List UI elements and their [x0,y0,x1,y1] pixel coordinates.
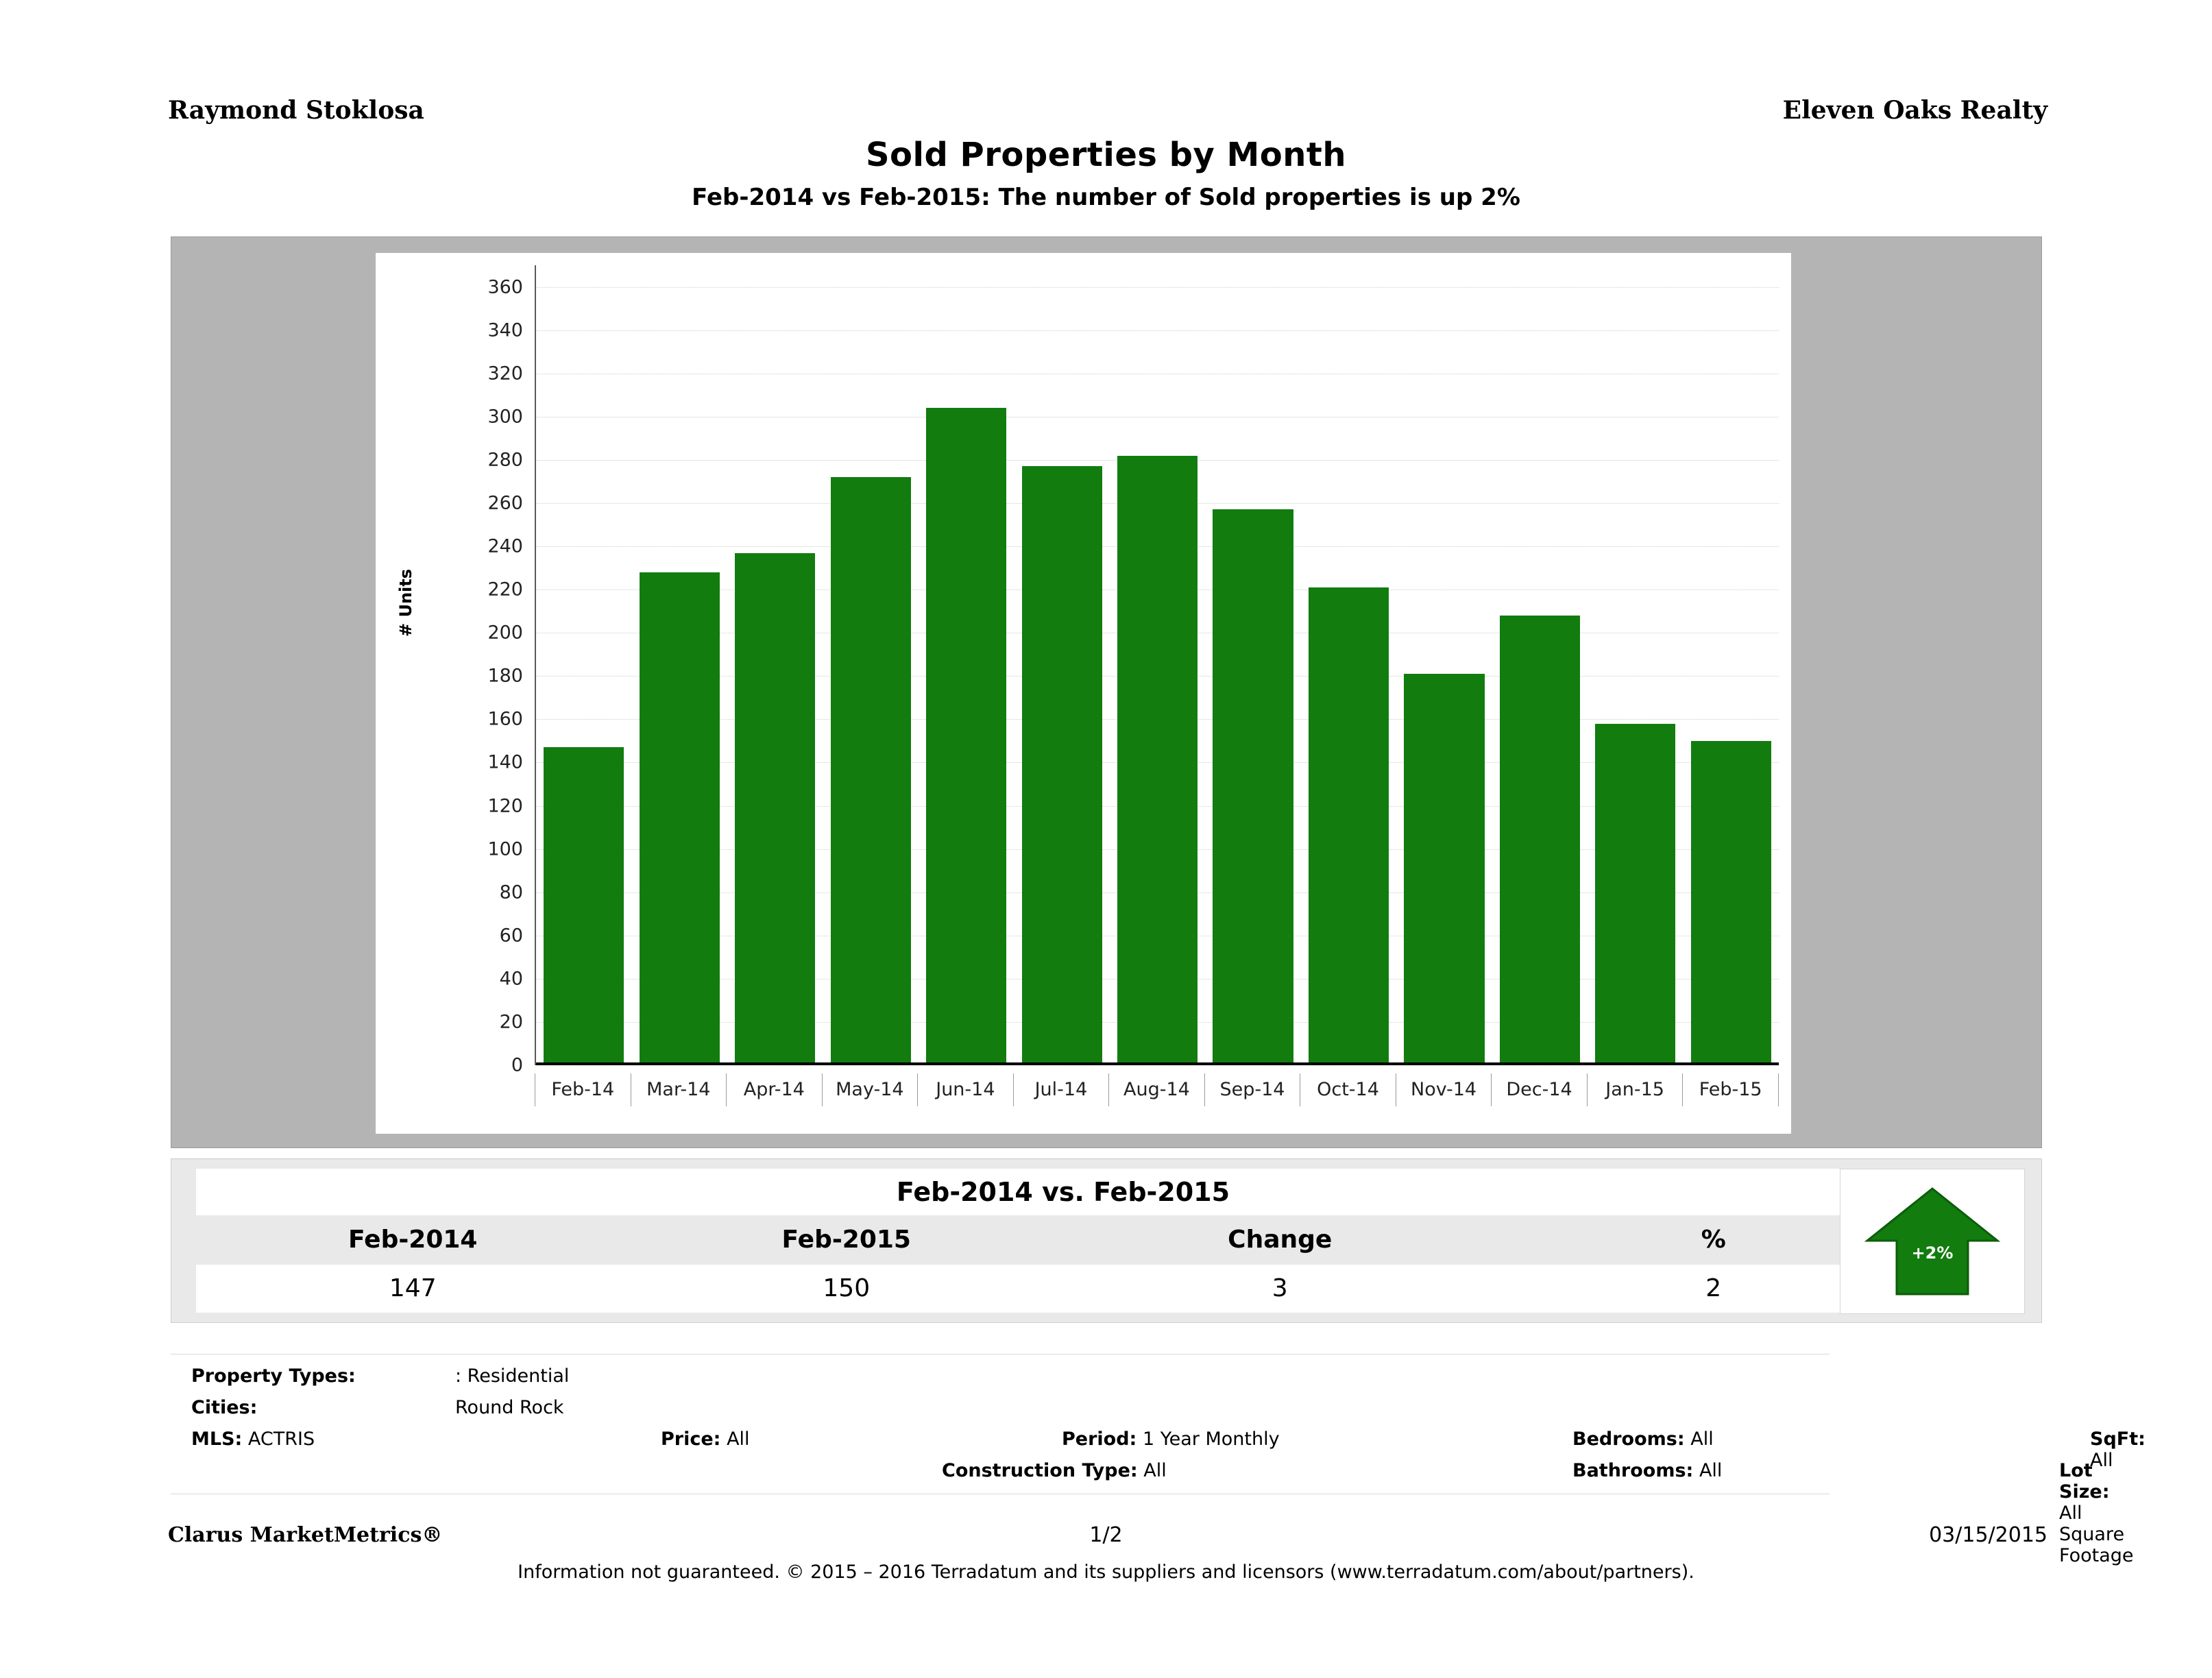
y-axis-tick-label: 200 [487,622,523,644]
filter-label: Construction Type: [942,1460,1138,1481]
filter-value: Round Rock [455,1397,564,1418]
y-axis-tick-label: 180 [487,665,523,687]
y-axis-tick-label: 340 [487,319,523,341]
bar-cell [1301,265,1396,1065]
filter-period [1062,1428,1280,1450]
agent-name: Raymond Stoklosa [168,96,424,125]
bar [1117,456,1198,1065]
bar-series [536,265,1779,1065]
y-axis-tick-label: 60 [499,925,523,947]
brokerage-name: Eleven Oaks Realty [1782,96,2047,125]
bar-cell [727,265,823,1065]
filter-label: Period: [1062,1428,1137,1450]
footer-page-number: 1/2 [1089,1523,1123,1547]
x-axis-tick-label: Jul-14 [1014,1073,1110,1106]
filter-bedrooms [1572,1428,1714,1450]
filter-construction-type [942,1460,1167,1481]
filter-property-types [191,1365,1850,1387]
bar-cell [631,265,727,1065]
filter-value: All [727,1428,750,1450]
filter-label: Bedrooms: [1572,1428,1685,1450]
footer-date: 03/15/2015 [1929,1523,2047,1547]
y-axis-tick-label: 80 [499,881,523,903]
y-axis-tick-label: 220 [487,579,523,600]
bar-cell [1014,265,1109,1065]
filter-value: ACTRIS [247,1428,315,1450]
filter-label: Lot Size: [2059,1460,2110,1503]
trend-badge [1840,1169,2025,1314]
filter-value: All [1143,1460,1167,1481]
comparison-table [196,1169,1930,1314]
x-axis-tick-label: May-14 [823,1073,919,1106]
x-axis-tick-label: Sep-14 [1205,1073,1301,1106]
filter-price [661,1428,750,1450]
bar-cell [536,265,631,1065]
y-axis-tick-label: 360 [487,276,523,298]
filter-label: Property Types: [191,1365,356,1387]
filter-lot-size [2059,1460,2133,1566]
footer-disclaimer: Information not guaranteed. © 2015 – 2016 Terradatum and its suppliers and licensors (www.terradatum.com/about/partners). [518,1561,1694,1583]
bar-cell [1396,265,1492,1065]
x-axis-labels [535,1073,1779,1106]
filter-value: All [1699,1460,1723,1481]
footer-brand: Clarus MarketMetrics® [168,1523,443,1547]
up-arrow-icon [1860,1183,2004,1300]
filter-label: SqFt: [2090,1428,2146,1450]
page-subtitle: Feb-2014 vs Feb-2015: The number of Sold properties is up 2% [692,184,1520,211]
filter-value: 1 Year Monthly [1142,1428,1280,1450]
chart-grid [535,265,1779,1065]
bar-cell [1684,265,1779,1065]
comparison-value-row [196,1265,1930,1313]
bar [1595,724,1675,1065]
filter-bathrooms [1572,1460,1722,1481]
x-axis-tick-label: Dec-14 [1492,1073,1588,1106]
comparison-panel [171,1158,2042,1323]
report-header [0,96,2212,137]
bar [544,747,624,1065]
y-axis-tick-label: 20 [499,1011,523,1033]
comparison-header-row [196,1215,1930,1265]
bar [640,572,720,1065]
bar [1500,616,1580,1065]
y-axis-tick-label: 120 [487,795,523,816]
gridline [536,1065,1779,1066]
bar [735,553,815,1066]
comparison-value-cell: 2 [1705,1274,1722,1302]
y-axis-label: # Units [396,568,415,637]
x-axis-tick-label: Apr-14 [727,1073,823,1106]
bar [1022,466,1102,1065]
bar-cell [823,265,918,1065]
filter-value: All Square Footage [2059,1503,2134,1566]
x-axis-tick-label: Jan-15 [1588,1073,1684,1106]
y-axis-tick-label: 240 [487,535,523,557]
bar [1309,587,1389,1065]
comparison-value-cell: 3 [1272,1274,1288,1302]
y-axis-tick-label: 0 [511,1054,523,1076]
comparison-title: Feb-2014 vs. Feb-2015 [196,1169,1930,1215]
x-axis-tick-label: Jun-14 [918,1073,1014,1106]
page-title: Sold Properties by Month [865,136,1347,174]
chart-plot-area [376,253,1791,1134]
bar [1213,509,1293,1065]
comparison-header-cell: Feb-2014 [348,1226,478,1254]
chart-panel [171,236,2042,1148]
filter-label: Bathrooms: [1572,1460,1694,1481]
y-axis-tick-label: 280 [487,449,523,471]
filter-cities [191,1397,1850,1418]
x-axis-tick-label: Aug-14 [1109,1073,1205,1106]
filter-value: All [2090,1450,2113,1471]
bar [926,408,1006,1065]
y-axis-tick-label: 260 [487,492,523,514]
bar-cell [1588,265,1683,1065]
bar-cell [1110,265,1205,1065]
y-axis-ticks [420,253,523,1134]
filter-label: Cities: [191,1397,258,1418]
filter-value: All [1690,1428,1714,1450]
bar-cell [1205,265,1300,1065]
comparison-value-cell: 150 [823,1274,871,1302]
y-axis-tick-label: 40 [499,968,523,990]
y-axis-tick-label: 300 [487,406,523,428]
comparison-value-cell: 147 [389,1274,437,1302]
filter-value: : Residential [455,1365,570,1387]
filter-label: MLS: [191,1428,243,1450]
x-axis-line [536,1062,1779,1065]
y-axis-tick-label: 160 [487,708,523,730]
comparison-header-cell: Change [1228,1226,1333,1254]
x-axis-tick-label: Oct-14 [1300,1073,1396,1106]
filter-label: Price: [661,1428,721,1450]
x-axis-tick-label: Mar-14 [631,1073,727,1106]
bar [1691,741,1771,1065]
trend-badge-label: +2% [1911,1243,1954,1263]
comparison-header-cell: Feb-2015 [781,1226,911,1254]
y-axis-tick-label: 320 [487,363,523,385]
y-axis-tick-label: 100 [487,838,523,860]
comparison-header-cell: % [1701,1226,1726,1254]
x-axis-tick-label: Feb-14 [535,1073,631,1106]
y-axis-tick-label: 140 [487,751,523,773]
x-axis-tick-label: Feb-15 [1683,1073,1779,1106]
bar-cell [919,265,1014,1065]
bar-cell [1492,265,1588,1065]
x-axis-tick-label: Nov-14 [1396,1073,1492,1106]
bar [1404,674,1484,1065]
bar [831,477,911,1065]
